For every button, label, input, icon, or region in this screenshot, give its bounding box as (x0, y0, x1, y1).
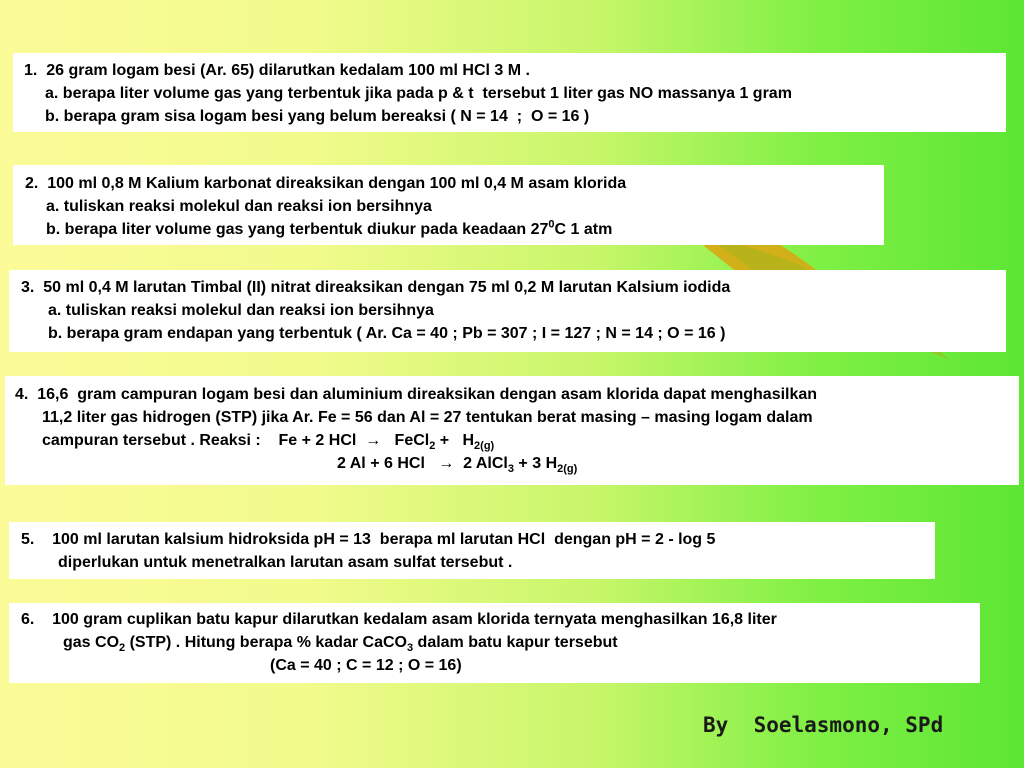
author-credit: By Soelasmono, SPd (703, 713, 944, 737)
question-2-part-a: a. tuliskan reaksi molekul dan reaksi ion bersihnya (46, 198, 432, 215)
question-3-box (9, 270, 1006, 352)
question-6-box (9, 603, 980, 683)
question-2-stem: 2. 100 ml 0,8 M Kalium karbonat direaksikan dengan 100 ml 0,4 M asam klorida (25, 175, 627, 192)
question-2-box (13, 165, 884, 245)
question-4-reaction-2: 2 Al + 6 HCl → 2 AlCl$_3$ + 3 $H_{2(g)}$ (337, 455, 578, 476)
question-5-line-2: diperlukan untuk menetralkan larutan asam sulfat tersebut . (58, 554, 513, 571)
question-4-box (5, 376, 1019, 485)
question-4-line-2: 11,2 liter gas hidrogen (STP) jika Ar. Fe = 56 dan Al = 27 tentukan berat masing – masing logam dalam (42, 409, 813, 426)
question-5-stem: 5. 100 ml larutan kalsium hidroksida pH = 13 berapa ml larutan HCl dengan pH = 2 - log 5 (21, 531, 716, 548)
question-3-part-b: b. berapa gram endapan yang terbentuk ( Ar. Ca = 40 ; Pb = 307 ; I = 127 ; N = 14 ; O = 16 ) (48, 325, 726, 342)
question-1-box (13, 53, 1006, 132)
question-1-stem: 1. 26 gram logam besi (Ar. 65) dilarutkan kedalam 100 ml HCl 3 M . (24, 62, 530, 79)
question-6-atomic-masses: (Ca = 40 ; C = 12 ; O = 16) (270, 657, 462, 674)
question-2-part-b: b. berapa liter volume gas yang terbentuk diukur pada keadaan $27^0C$ 1 atm (46, 218, 613, 238)
question-3-stem: 3. 50 ml 0,4 M larutan Timbal (II) nitrat direaksikan dengan 75 ml 0,2 M larutan Kalsium iodida (21, 279, 731, 296)
question-4-reaction-1: campuran tersebut . Reaksi : Fe + 2 HCl → FeCl$_2$ + $H_{2(g)}$ (42, 432, 495, 453)
question-4-stem: 4. 16,6 gram campuran logam besi dan aluminium direaksikan dengan asam klorida dapat menghasilkan (15, 386, 818, 403)
question-1-part-a: a. berapa liter volume gas yang terbentuk jika pada p & t tersebut 1 liter gas NO massanya 1 gram (45, 85, 792, 102)
question-3-part-a: a. tuliskan reaksi molekul dan reaksi ion bersihnya (48, 302, 434, 319)
question-5-box (9, 522, 935, 579)
degree-superscript: 0 (548, 218, 555, 231)
question-6-stem: 6. 100 gram cuplikan batu kapur dilarutkan kedalam asam klorida ternyata menghasilkan 16,8 liter (21, 611, 777, 628)
question-6-line-2: gas $CO_2$ (STP) . Hitung berapa % kadar CaCO$_3$ dalam batu kapur tersebut (63, 634, 618, 655)
question-1-part-b: b. berapa gram sisa logam besi yang belum bereaksi ( N = 14 ; O = 16 ) (45, 108, 590, 125)
